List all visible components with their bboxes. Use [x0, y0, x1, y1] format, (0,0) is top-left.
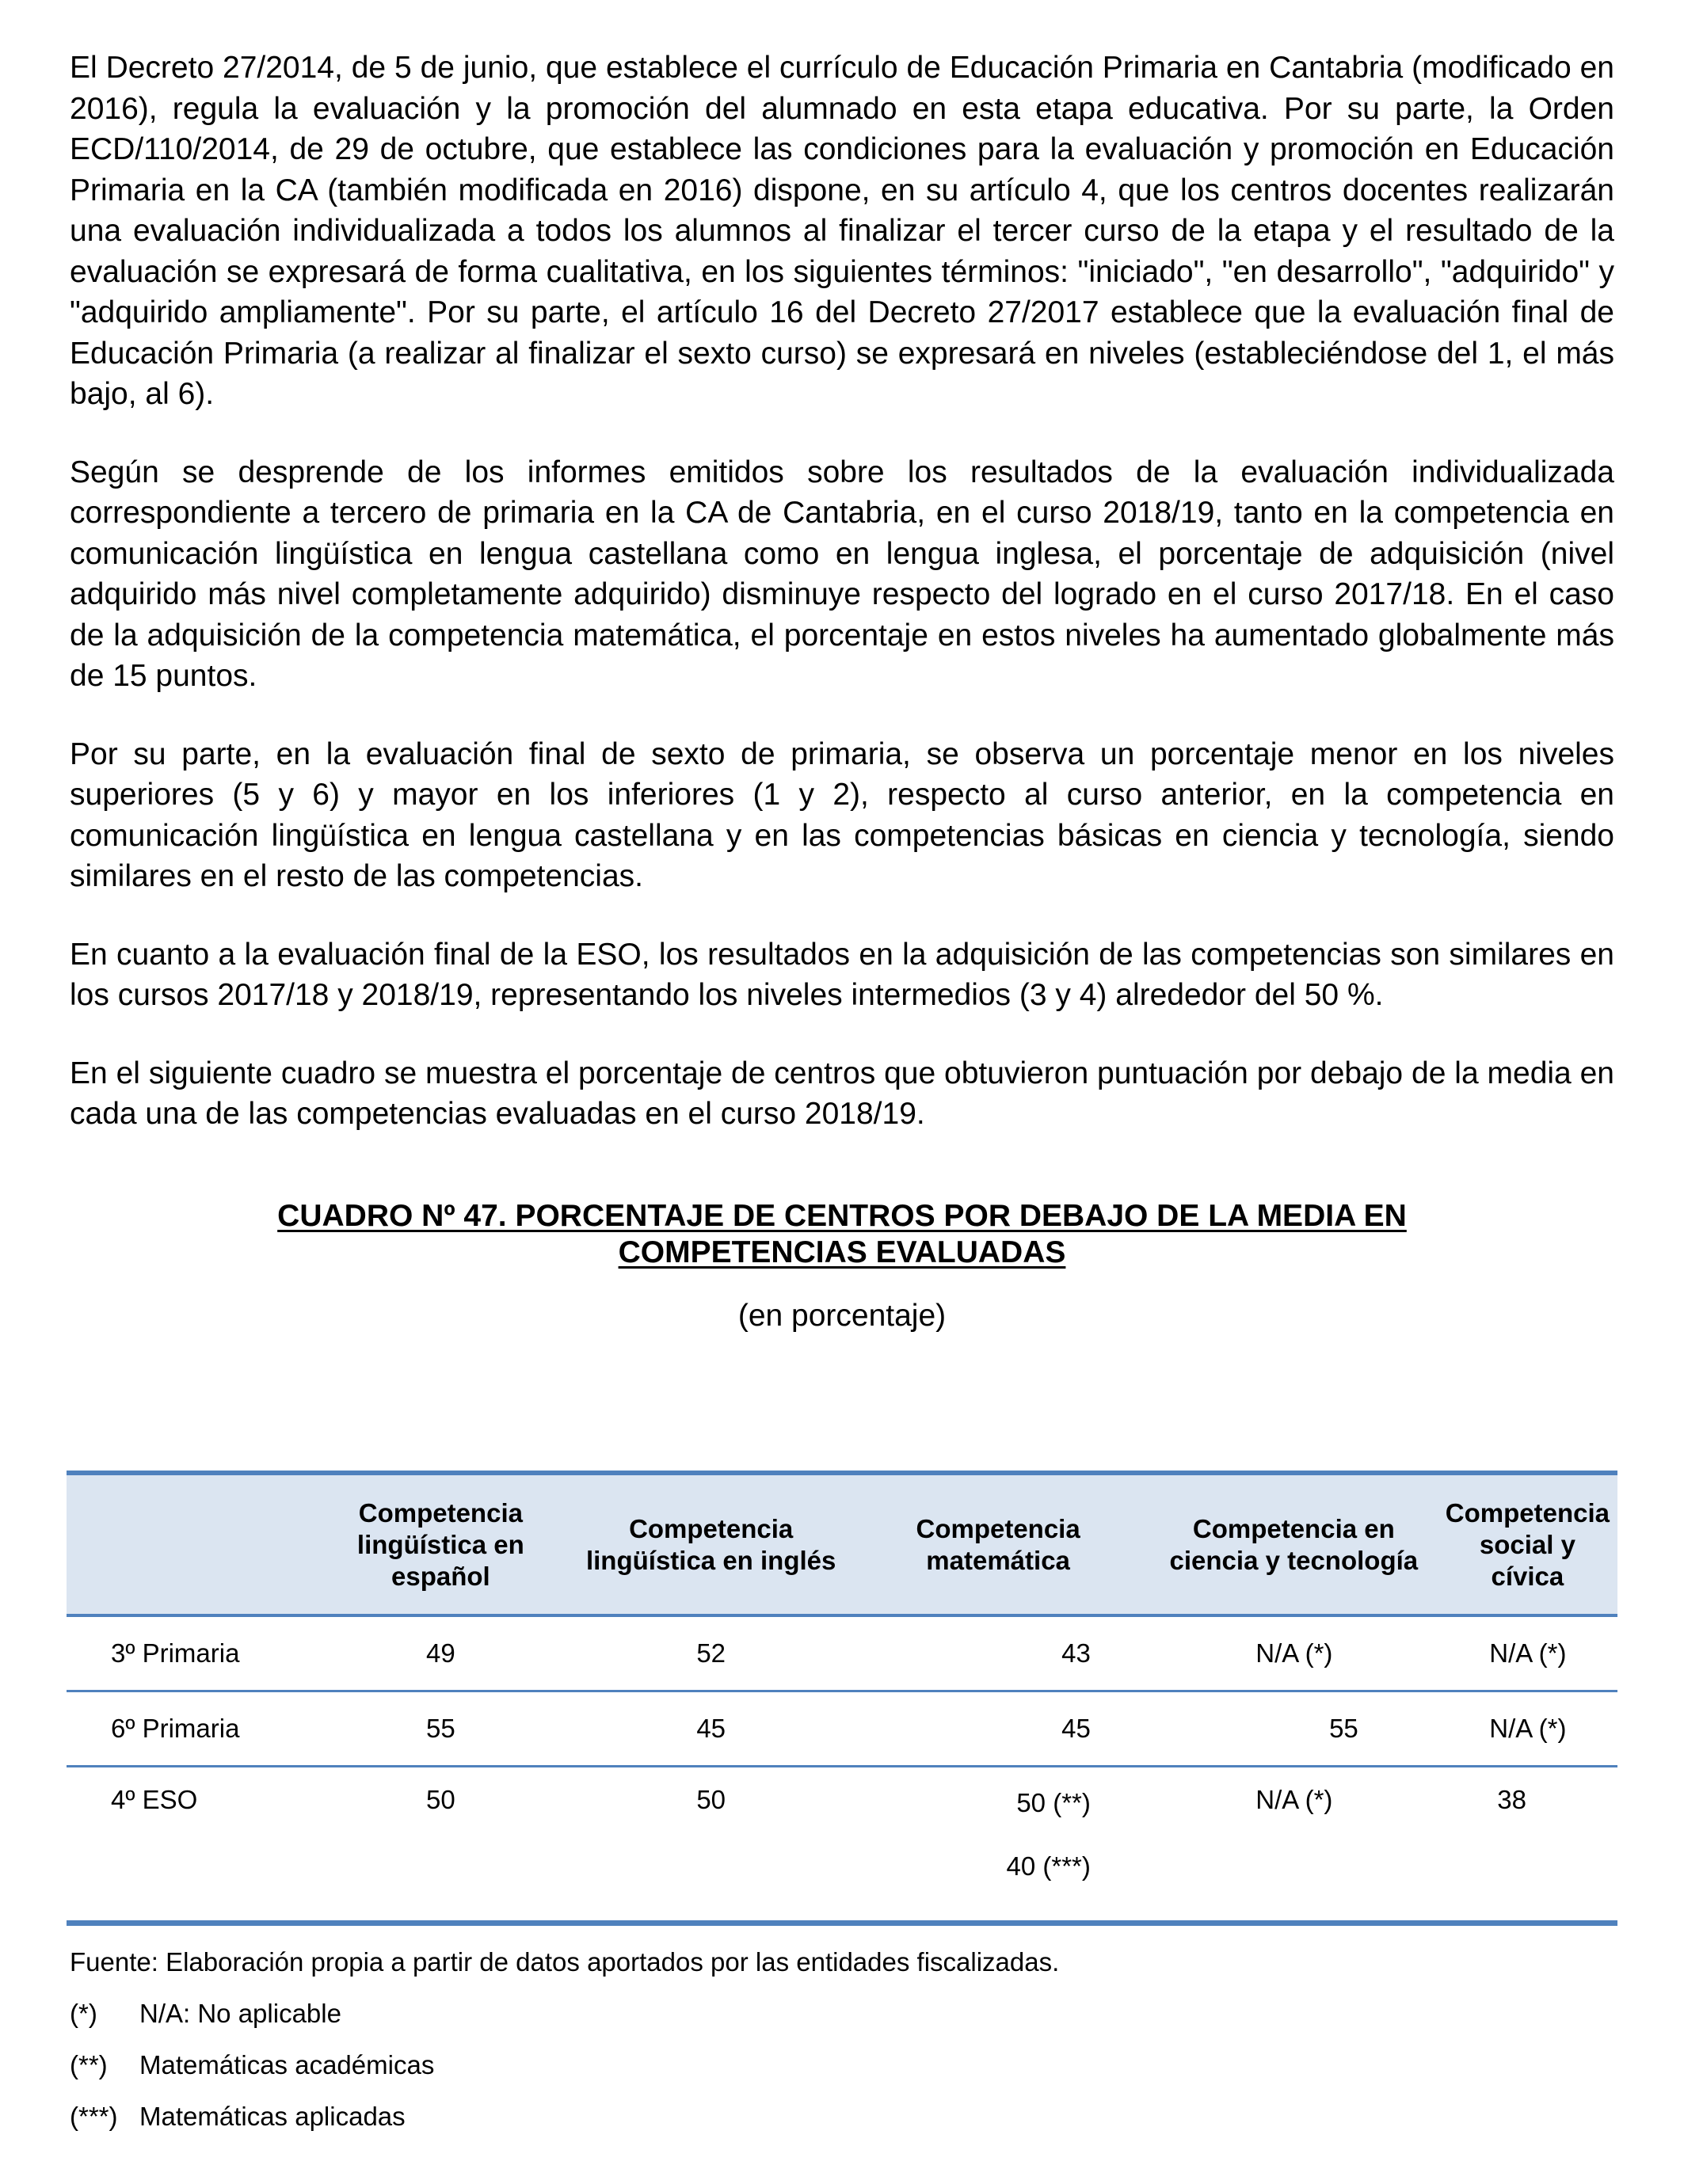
table-cell: 40 (***) [1006, 1851, 1091, 1881]
table-title-line-2: COMPETENCIAS EVALUADAS [618, 1235, 1066, 1269]
table-cell: 43 [846, 1615, 1150, 1691]
row-label: 3º Primaria [67, 1615, 306, 1691]
footnote-text: Matemáticas académicas [139, 2050, 435, 2079]
header-social-civica: Competencia social y cívica [1438, 1473, 1617, 1615]
table-unit: (en porcentaje) [737, 1298, 947, 1333]
footnote-mark: (***) [70, 2102, 118, 2131]
table-title-line-1: CUADRO Nº 47. PORCENTAJE DE CENTROS POR DEBAJO DE LA MEDIA EN [277, 1198, 1407, 1233]
paragraph-1: El Decreto 27/2014, de 5 de junio, que establece el currículo de Educación Primaria en Cantabria (modificado en 2016), regula la evaluación y la promoción del alumnado en esta etapa educativa. Por su parte, la Orden ECD/110/2014, de 29 de octubre, que establece las condiciones para la evaluación y promoción en Educación Primaria en la CA (también modificada en 2016) dispone, en su artículo 4, que los centros docentes realizarán una evaluación individualizada a todos los alumnos al finalizar el tercer curso de la etapa y el resultado de la evaluación se expresará de forma cualitativa, en los siguientes términos: "iniciado", "en desarrollo", "adquirido" y "adquirido ampliamente". Por su parte, el artículo 16 del Decreto 27/2017 establece que la evaluación final de Educación Primaria (a realizar al finalizar el sexto curso) se expresará en niveles (estableciéndose del 1, el más bajo, al 6). [70, 51, 1614, 411]
table-header-row [67, 1473, 1617, 1615]
header-ling-espanol: Competencia lingüística en español [306, 1473, 576, 1615]
footnote [70, 2039, 1059, 2091]
table-cell: 50 (**) [1016, 1788, 1091, 1817]
table-cell: 55 [306, 1691, 576, 1767]
footnote-mark: (**) [70, 2050, 108, 2079]
footnote-text: N/A: No aplicable [139, 1999, 341, 2028]
header-empty [67, 1473, 306, 1615]
footnote [70, 2091, 1059, 2142]
table-cell: 38 [1438, 1767, 1617, 1923]
table-cell: 50 [576, 1767, 846, 1923]
paragraph-4: En cuanto a la evaluación final de la ESO, los resultados en la adquisición de las competencias son similares en los cursos 2017/18 y 2018/19, representando los niveles intermedios (3 y 4) alrededor del 50 %. [70, 937, 1614, 1012]
row-label: 6º Primaria [67, 1691, 306, 1767]
footnote-text: Matemáticas aplicadas [139, 2102, 406, 2131]
table-cell: N/A (*) [1150, 1615, 1438, 1691]
footnote [70, 1988, 1059, 2039]
header-ling-ingles: Competencia lingüística en inglés [576, 1473, 846, 1615]
competencies-table [67, 1471, 1617, 1926]
paragraph-5: En el siguiente cuadro se muestra el porcentaje de centros que obtuvieron puntuación por debajo de la media en cada una de las competencias evaluadas en el curso 2018/19. [70, 1056, 1614, 1131]
footnote-mark: (*) [70, 1999, 97, 2028]
table-cell: N/A (*) [1438, 1691, 1617, 1767]
paragraph-3: Por su parte, en la evaluación final de sexto de primaria, se observa un porcentaje menor en los niveles superiores (5 y 6) y mayor en los inferiores (1 y 2), respecto al curso anterior, en la competencia en comunicación lingüística en lengua castellana y en las competencias básicas en ciencia y tecnología, siendo similares en el resto de las competencias. [70, 736, 1614, 893]
table-cell-stack [846, 1767, 1150, 1923]
document-body [70, 48, 1614, 1334]
table-row [67, 1691, 1617, 1767]
table-title [70, 1198, 1614, 1271]
source-note: Fuente: Elaboración propia a partir de datos aportados por las entidades fiscalizadas. [70, 1947, 1060, 1977]
paragraph-2: Según se desprende de los informes emitidos sobre los resultados de la evaluación individualizada correspondiente a tercero de primaria en la CA de Cantabria, en el curso 2018/19, tanto en la competencia en comunicación lingüística en lengua castellana como en lengua inglesa, el porcentaje de adquisición (nivel adquirido más nivel completamente adquirido) disminuye respecto del logrado en el curso 2017/18. En el caso de la adquisición de la competencia matemática, el porcentaje en estos niveles ha aumentado globalmente más de 15 puntos. [70, 455, 1614, 693]
table-cell: N/A (*) [1150, 1767, 1438, 1923]
header-ciencia-tecnologia: Competencia en ciencia y tecnología [1150, 1473, 1438, 1615]
table-cell: 45 [576, 1691, 846, 1767]
table-cell: 50 [306, 1767, 576, 1923]
row-label: 4º ESO [67, 1767, 306, 1923]
table-cell: 55 [1150, 1691, 1438, 1767]
header-matematica: Competencia matemática [846, 1473, 1150, 1615]
table-cell: 49 [306, 1615, 576, 1691]
table-cell: N/A (*) [1438, 1615, 1617, 1691]
table-notes [70, 1936, 1059, 2142]
table-row [67, 1615, 1617, 1691]
table-cell: 45 [846, 1691, 1150, 1767]
table-cell: 52 [576, 1615, 846, 1691]
table-row [67, 1767, 1617, 1923]
